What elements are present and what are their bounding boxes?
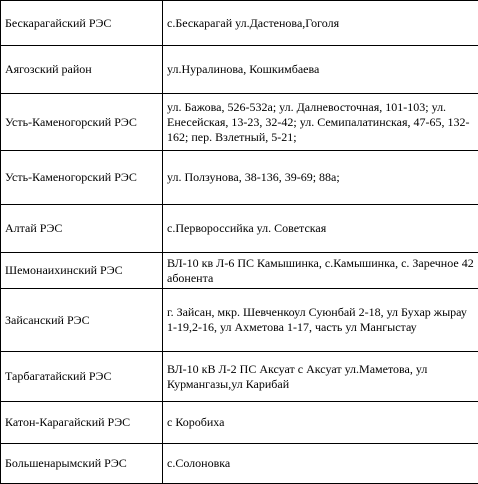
res-name-cell: Бескарагайский РЭС — [1, 1, 163, 46]
res-name-cell: Усть-Каменогорский РЭС — [1, 151, 163, 205]
address-cell: с.Первороссийка ул. Советская — [163, 205, 478, 253]
res-name-cell: Аягозский район — [1, 46, 163, 94]
res-name-cell: Усть-Каменогорский РЭС — [1, 94, 163, 151]
address-cell: ул. Бажова, 526-532а; ул. Далневосточная, 101-103; ул. Енесейская, 13-23, 32-42; ул. Семипалатинская, 47-65, 132-162; пер. Взлетный, 5-21; — [163, 94, 478, 151]
res-name-cell: Большенарымский РЭС — [1, 444, 163, 484]
address-cell: ВЛ-10 кВ Л-2 ПС Аксуат с Аксуат ул.Маметова, ул Курмангазы,ул Карибай — [163, 352, 478, 402]
address-cell: с.Бескарагай ул.Дастенова,Гоголя — [163, 1, 478, 46]
address-cell: с.Солоновка — [163, 444, 478, 484]
res-name-cell: Шемонаихинский РЭС — [1, 253, 163, 289]
table-row — [1, 205, 478, 253]
address-cell: ул.Нуралинова, Кошкимбаева — [163, 46, 478, 94]
res-name-cell: Катон-Карагайский РЭС — [1, 402, 163, 444]
table-row — [1, 253, 478, 289]
res-name-cell: Алтай РЭС — [1, 205, 163, 253]
table-row — [1, 46, 478, 94]
table-row — [1, 151, 478, 205]
res-name-cell: Тарбагатайский РЭС — [1, 352, 163, 402]
table-row — [1, 289, 478, 352]
table-row — [1, 1, 478, 46]
address-cell: ВЛ-10 кв Л-6 ПС Камышинка, с.Камышинка, с. Заречное 42 абонента — [163, 253, 478, 289]
address-cell: с Коробиха — [163, 402, 478, 444]
res-name-cell: Зайсанский РЭС — [1, 289, 163, 352]
table-row — [1, 444, 478, 484]
table-row — [1, 352, 478, 402]
table-row — [1, 94, 478, 151]
table-row — [1, 402, 478, 444]
address-cell: г. Зайсан, мкр. Шевченкоул Суюнбай 2-18, ул Бухар жырау 1-19,2-16, ул Ахметова 1-17, часть ул Мангыстау — [163, 289, 478, 352]
address-cell: ул. Ползунова, 38-136, 39-69; 88а; — [163, 151, 478, 205]
